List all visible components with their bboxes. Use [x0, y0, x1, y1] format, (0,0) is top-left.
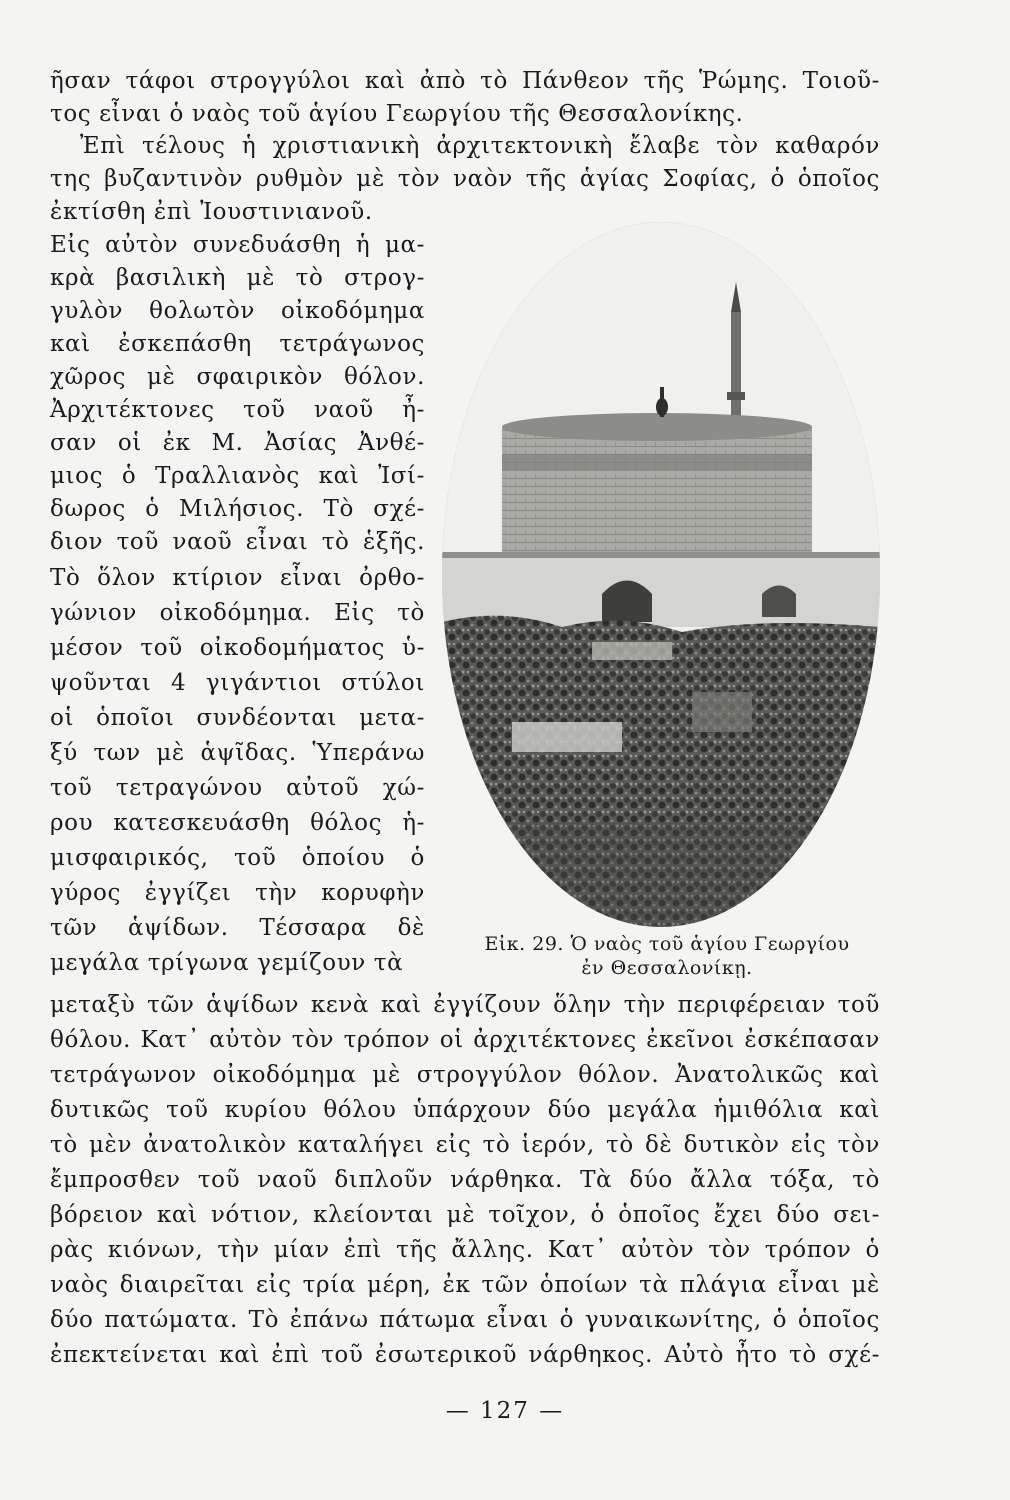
text-line: Ἐπὶ τέλους ἡ χριστιανικὴ ἀρχιτεκτονικὴ ἔλαβε τὸν καθαρόν [80, 133, 880, 159]
figure-caption [452, 932, 882, 980]
column-line: γυλὸν θολωτὸν οἰκοδόμημα [50, 298, 425, 324]
column-line: γώνιον οἰκοδόμημα. Εἰς τὸ [50, 600, 425, 626]
text-line: τὸ μὲν ἀνατολικὸν καταλήγει εἰς τὸ ἱερόν, τὸ δὲ δυτικὸν εἰς τὸν [50, 1132, 880, 1158]
figure [442, 222, 880, 927]
column-line: μισφαιρικός, τοῦ ὁποίου ὁ [50, 845, 425, 871]
text-line: ἐκτίσθη ἐπὶ Ἰουστινιανοῦ. [50, 199, 373, 225]
caption-line: ἐν Θεσσαλονίκῃ. [581, 957, 753, 979]
column-line: σαν οἱ ἐκ Μ. Ἀσίας Ἀνθέ- [50, 430, 425, 456]
text-line: βόρειον καὶ νότιον, κλείονται μὲ τοῖχον, ὁ ὁποῖος ἔχει δύο σει- [50, 1202, 880, 1228]
text-line: της βυζαντινὸν ρυθμὸν μὲ τὸν ναὸν τῆς ἁγίας Σοφίας, ὁ ὁποῖος [50, 166, 880, 192]
church-photo-illustration [442, 222, 880, 927]
text-line: ῆσαν τάφοι στρογγύλοι καὶ ἀπὸ τὸ Πάνθεον τῆς Ῥώμης. Τοιοῦ- [50, 68, 880, 94]
column-line: ξύ των μὲ ἁψῖδας. Ὑπεράνω [50, 740, 425, 766]
text-line: ρὰς κιόνων, τὴν μίαν ἐπὶ τῆς ἄλλης. Κατ᾽ αὐτὸν τὸν τρόπον ὁ [50, 1237, 880, 1263]
text-line: ἔμπροσθεν τοῦ ναοῦ διπλοῦν νάρθηκα. Τὰ δύο ἄλλα τόξα, τὸ [50, 1167, 880, 1193]
page-number: — 127 — [445, 1398, 565, 1424]
column-line: τῶν ἁψίδων. Τέσσαρα δὲ [50, 915, 425, 941]
column-line: Ἀρχιτέκτονες τοῦ ναοῦ ἦ- [50, 397, 425, 423]
column-line: χῶρος μὲ σφαιρικὸν θόλον. [50, 364, 425, 390]
text-line: τος εἶναι ὁ ναὸς τοῦ ἁγίου Γεωργίου τῆς Θεσσαλονίκης. [50, 101, 744, 127]
column-line: μεγάλα τρίγωνα γεμίζουν τὰ [50, 950, 404, 976]
column-line: ρου κατεσκευάσθη θόλος ἡ- [50, 810, 425, 836]
text-line: δυτικῶς τοῦ κυρίου θόλου ὑπάρχουν δύο μεγάλα ἡμιθόλια καὶ [50, 1097, 880, 1123]
text-line: δύο πατώματα. Τὸ ἐπάνω πάτωμα εἶναι ὁ γυναικωνίτης, ὁ ὁποῖος [50, 1307, 880, 1333]
text-line: μεταξὺ τῶν ἁψίδων κενὰ καὶ ἐγγίζουν ὅλην τὴν περιφέρειαν τοῦ [50, 992, 880, 1018]
column-line: κρὰ βασιλικὴ μὲ τὸ στρογ- [50, 265, 425, 291]
column-line: καὶ ἐσκεπάσθη τετράγωνος [50, 331, 425, 357]
column-line: ψοῦνται 4 γιγάντιοι στύλοι [50, 670, 425, 696]
photo-church-st-george [442, 222, 880, 927]
column-line: Τὸ ὅλον κτίριον εἶναι ὀρθο- [50, 565, 425, 591]
column-line: Εἰς αὐτὸν συνεδυάσθη ἡ μα- [50, 232, 425, 258]
text-line: ἐπεκτείνεται καὶ ἐπὶ τοῦ ἐσωτερικοῦ νάρθηκος. Αὐτὸ ἦτο τὸ σχέ- [50, 1342, 880, 1368]
caption-line: Εἰκ. 29. Ὁ ναὸς τοῦ ἁγίου Γεωργίου [484, 933, 850, 955]
text-line: θόλου. Κατ᾽ αὐτὸν τὸν τρόπον οἱ ἀρχιτέκτονες ἐκεῖνοι ἐσκέπασαν [50, 1027, 880, 1053]
text-line: τετράγωνον οἰκοδόμημα μὲ στρογγύλον θόλον. Ἀνατολικῶς καὶ [50, 1062, 880, 1088]
column-line: μιος ὁ Τραλλιανὸς καὶ Ἰσί- [50, 463, 425, 489]
column-line: τοῦ τετραγώνου αὐτοῦ χώ- [50, 775, 425, 801]
column-line: μέσον τοῦ οἰκοδομήματος ὑ- [50, 635, 425, 661]
column-line: διον τοῦ ναοῦ εἶναι τὸ ἑξῆς. [50, 529, 425, 555]
column-line: οἱ ὁποῖοι συνδέονται μετα- [50, 705, 425, 731]
text-line: ναὸς διαιρεῖται εἰς τρία μέρη, ἐκ τῶν ὁποίων τὰ πλάγια εἶναι μὲ [50, 1272, 880, 1298]
column-line: γύρος ἐγγίζει τὴν κορυφὴν [50, 880, 425, 906]
column-line: δωρος ὁ Μιλήσιος. Τὸ σχέ- [50, 496, 425, 522]
